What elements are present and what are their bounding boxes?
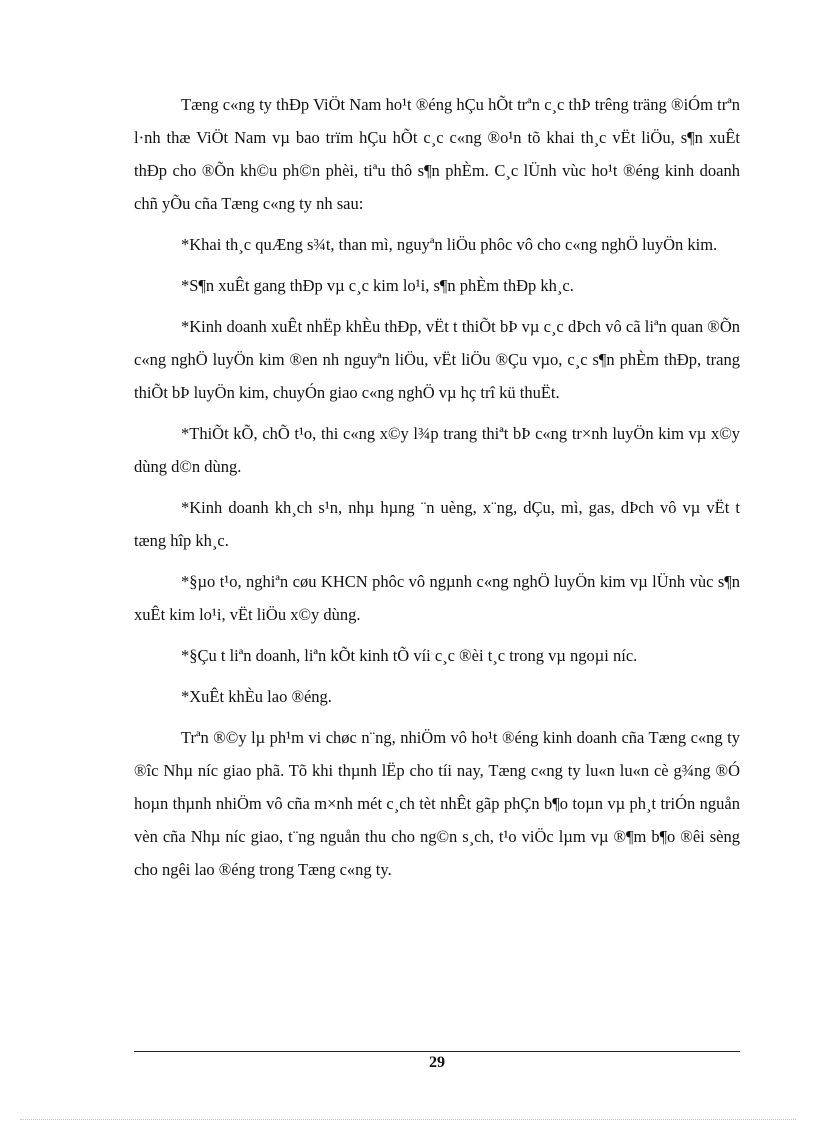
page-edge-dotted-line <box>20 1119 796 1120</box>
bullet-design-construction: *ThiÕt kÕ, chÕ t¹o, thi c«ng x©y l¾p trang thiªt bÞ c«ng tr×nh luyÖn kim vµ x©y dùng d©n dùng. <box>134 424 740 476</box>
bullet-hospitality: *Kinh doanh kh¸ch s¹n, nhµ hµng ¨n uèng, x¨ng, dÇu, mì, gas, dÞch vô vµ vËt t tæng hîp kh¸c. <box>134 498 740 550</box>
intro-paragraph: Tæng c«ng ty thÐp ViÖt Nam ho¹t ®éng hÇu hÕt trªn c¸c thÞ trêng träng ®iÓm trªn l·nh thæ ViÖt Nam vµ bao trïm hÇu hÕt c¸c c«ng ®o¹n tõ khai th¸c vËt liÖu, s¶n xuÊt thÐp cho ®Õn kh©u ph©n phèi, tiªu thô s¶n phÈm. C¸c lÜnh vùc ho¹t ®éng kinh doanh chñ yÕu cña Tæng c«ng ty nh sau: <box>134 95 740 213</box>
footer-divider <box>134 1051 740 1052</box>
bullet-labor-export: *XuÊt khÈu lao ®éng. <box>181 687 332 706</box>
bullet-production: *S¶n xuÊt gang thÐp vµ c¸c kim lo¹i, s¶n phÈm thÐp kh¸c. <box>181 276 574 295</box>
bullet-training-research: *§µo t¹o, nghiªn cøu KHCN phôc vô ngµnh c«ng nghÖ luyÖn kim vµ lÜnh vùc s¶n xuÊt kim lo¹i, vËt liÖu x©y dùng. <box>134 572 740 624</box>
closing-paragraph: Trªn ®©y lµ ph¹m vi chøc n¨ng, nhiÖm vô ho¹t ®éng kinh doanh cña Tæng c«ng ty ®îc Nhµ níc giao phã. Tõ khi thµnh lËp cho tíi nay, Tæng c«ng ty lu«n lu«n cè g¾ng ®Ó hoµn thµnh nhiÖm vô cña m×nh mét c¸ch tèt nhÊt gãp phÇn b¶o toµn vµ ph¸t triÓn nguån vèn cña Nhµ níc giao, t¨ng nguån thu cho ng©n s¸ch, t¹o viÖc lµm vµ ®¶m b¶o ®êi sèng cho ngêi lao ®éng trong Tæng c«ng ty. <box>134 728 740 879</box>
bullet-joint-venture: *§Çu t liªn doanh, liªn kÕt kinh tÕ víi c¸c ®èi t¸c trong vµ ngoµi níc. <box>181 646 638 665</box>
page-number: 29 <box>429 1054 445 1071</box>
bullet-mining: *Khai th¸c quÆng s¾t, than mì, nguyªn liÖu phôc vô cho c«ng nghÖ luyÖn kim. <box>181 235 718 254</box>
bullet-trading: *Kinh doanh xuÊt nhËp khÈu thÐp, vËt t thiÕt bÞ vµ c¸c dÞch vô cã liªn quan ®Õn c«ng nghÖ luyÖn kim ®en nh nguyªn liÖu, vËt liÖu ®Çu vµo, c¸c s¶n phÈm thÐp, trang thiÕt bÞ luyÖn kim, chuyÓn giao c«ng nghÖ vµ hç trî kü thuËt. <box>134 317 740 402</box>
document-body <box>134 88 740 894</box>
